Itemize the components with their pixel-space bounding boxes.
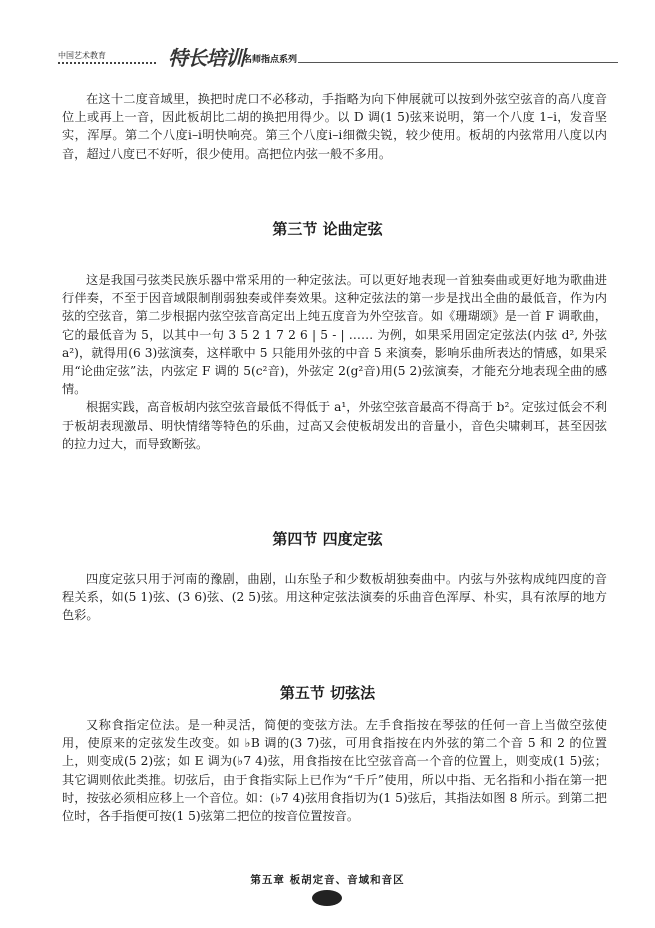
intro-paragraph: 在这十二度音域里，换把时虎口不必移动，手指略为向下伸展就可以按到外弦空弦音的高八度音位上或再上一音，因此板胡比二胡的换把用得少。以 D 调(1 5)弦来说明，第一个八度 1–i，发音坚实，浑厚。第二个八度i–i明快响亮。第三个八度i–i细微尖锐，较少使用。板胡的内弦常用八度以内音，超过八度已不好听，很少使用。高把位内弦一般不多用。: [62, 92, 607, 161]
header-series: 名师指点系列: [243, 55, 298, 65]
section5-title: 第五节 切弦法: [279, 684, 376, 702]
header-rule: [298, 62, 618, 63]
page-number-mark: [312, 890, 342, 906]
section5-block: [62, 716, 607, 825]
section3-paragraph-1: 这是我国弓弦类民族乐器中常采用的一种定弦法。可以更好地表现一首独奏曲或更好地为歌曲进行伴奏，不至于因音域限制削弱独奏或伴奏效果。这种定弦法的第一步是找出全曲的最低音，作为内弦的空弦音，第二步根据内弦空弦音高定出上纯五度音为外空弦音。如《珊瑚颂》是一首 F 调歌曲，它的最低音为 5，以其中一句 3 5 2 1 7 2 6 | 5 - | …… 为例，如果采用固定定弦法(内弦 d², 外弦 a²)，就得用(6 3)弦演奏，这样歌中 5 只能用外弦的中音 5 来演奏，影响乐曲所表达的情感，如果采用“论曲定弦”法，内弦定 F 调的 5(c²音)，外弦定 2(g²音)用(5 2)弦演奏，才能充分地表现全曲的感情。: [62, 273, 607, 397]
intro-block: [62, 90, 607, 163]
header-logo: 特长培训: [168, 46, 244, 70]
section5-paragraph: 又称食指定位法。是一种灵活，简便的变弦方法。左手食指按在琴弦的任何一音上当做空弦使用，使原来的定弦发生改变。如 ♭B 调的(3 7)弦，可用食指按在内外弦的第二个音 5 和 2 的位置上，则变成(5 2)弦；如 E 调为(♭7 4)弦，用食指按在比空弦音高一个音的位置上，则变成(1 5)弦；其它调则依此类推。切弦后，由于食指实际上已作为“千斤”使用，所以中指、无名指和小指在第一把时，按弦必须相应移上一个音位。如：(♭7 4)弦用食指切为(1 5)弦后，其指法如图 8 所示。到第二把位时，各手指便可按(1 5)弦第二把位的按音位置按音。: [62, 718, 607, 824]
section3-paragraph-2: 根据实践，高音板胡内弦空弦音最低不得低于 a¹，外弦空弦音最高不得高于 b²。定弦过低会不利于板胡表现激昂、明快情绪等特色的乐曲，过高又会使板胡发出的音量小，音色尖啸刺耳，甚至因弦的拉力过大，而导致断弦。: [62, 400, 607, 451]
section4-title: 第四节 四度定弦: [272, 530, 383, 548]
running-footer: 第五章 板胡定音、音域和音区: [250, 874, 405, 886]
section3-title: 第三节 论曲定弦: [272, 220, 383, 238]
running-header: [58, 40, 618, 70]
section3-block: [62, 271, 607, 453]
section4-block: [62, 570, 607, 625]
header-org: 中国艺术教育: [58, 51, 106, 60]
section4-paragraph: 四度定弦只用于河南的豫剧，曲剧，山东坠子和少数板胡独奏曲中。内弦与外弦构成纯四度的音程关系，如(5 1)弦、(3 6)弦、(2 5)弦。用这种定弦法演奏的乐曲音色浑厚、朴实，具有浓厚的地方色彩。: [62, 572, 607, 623]
header-dotted-rule: [58, 62, 156, 67]
